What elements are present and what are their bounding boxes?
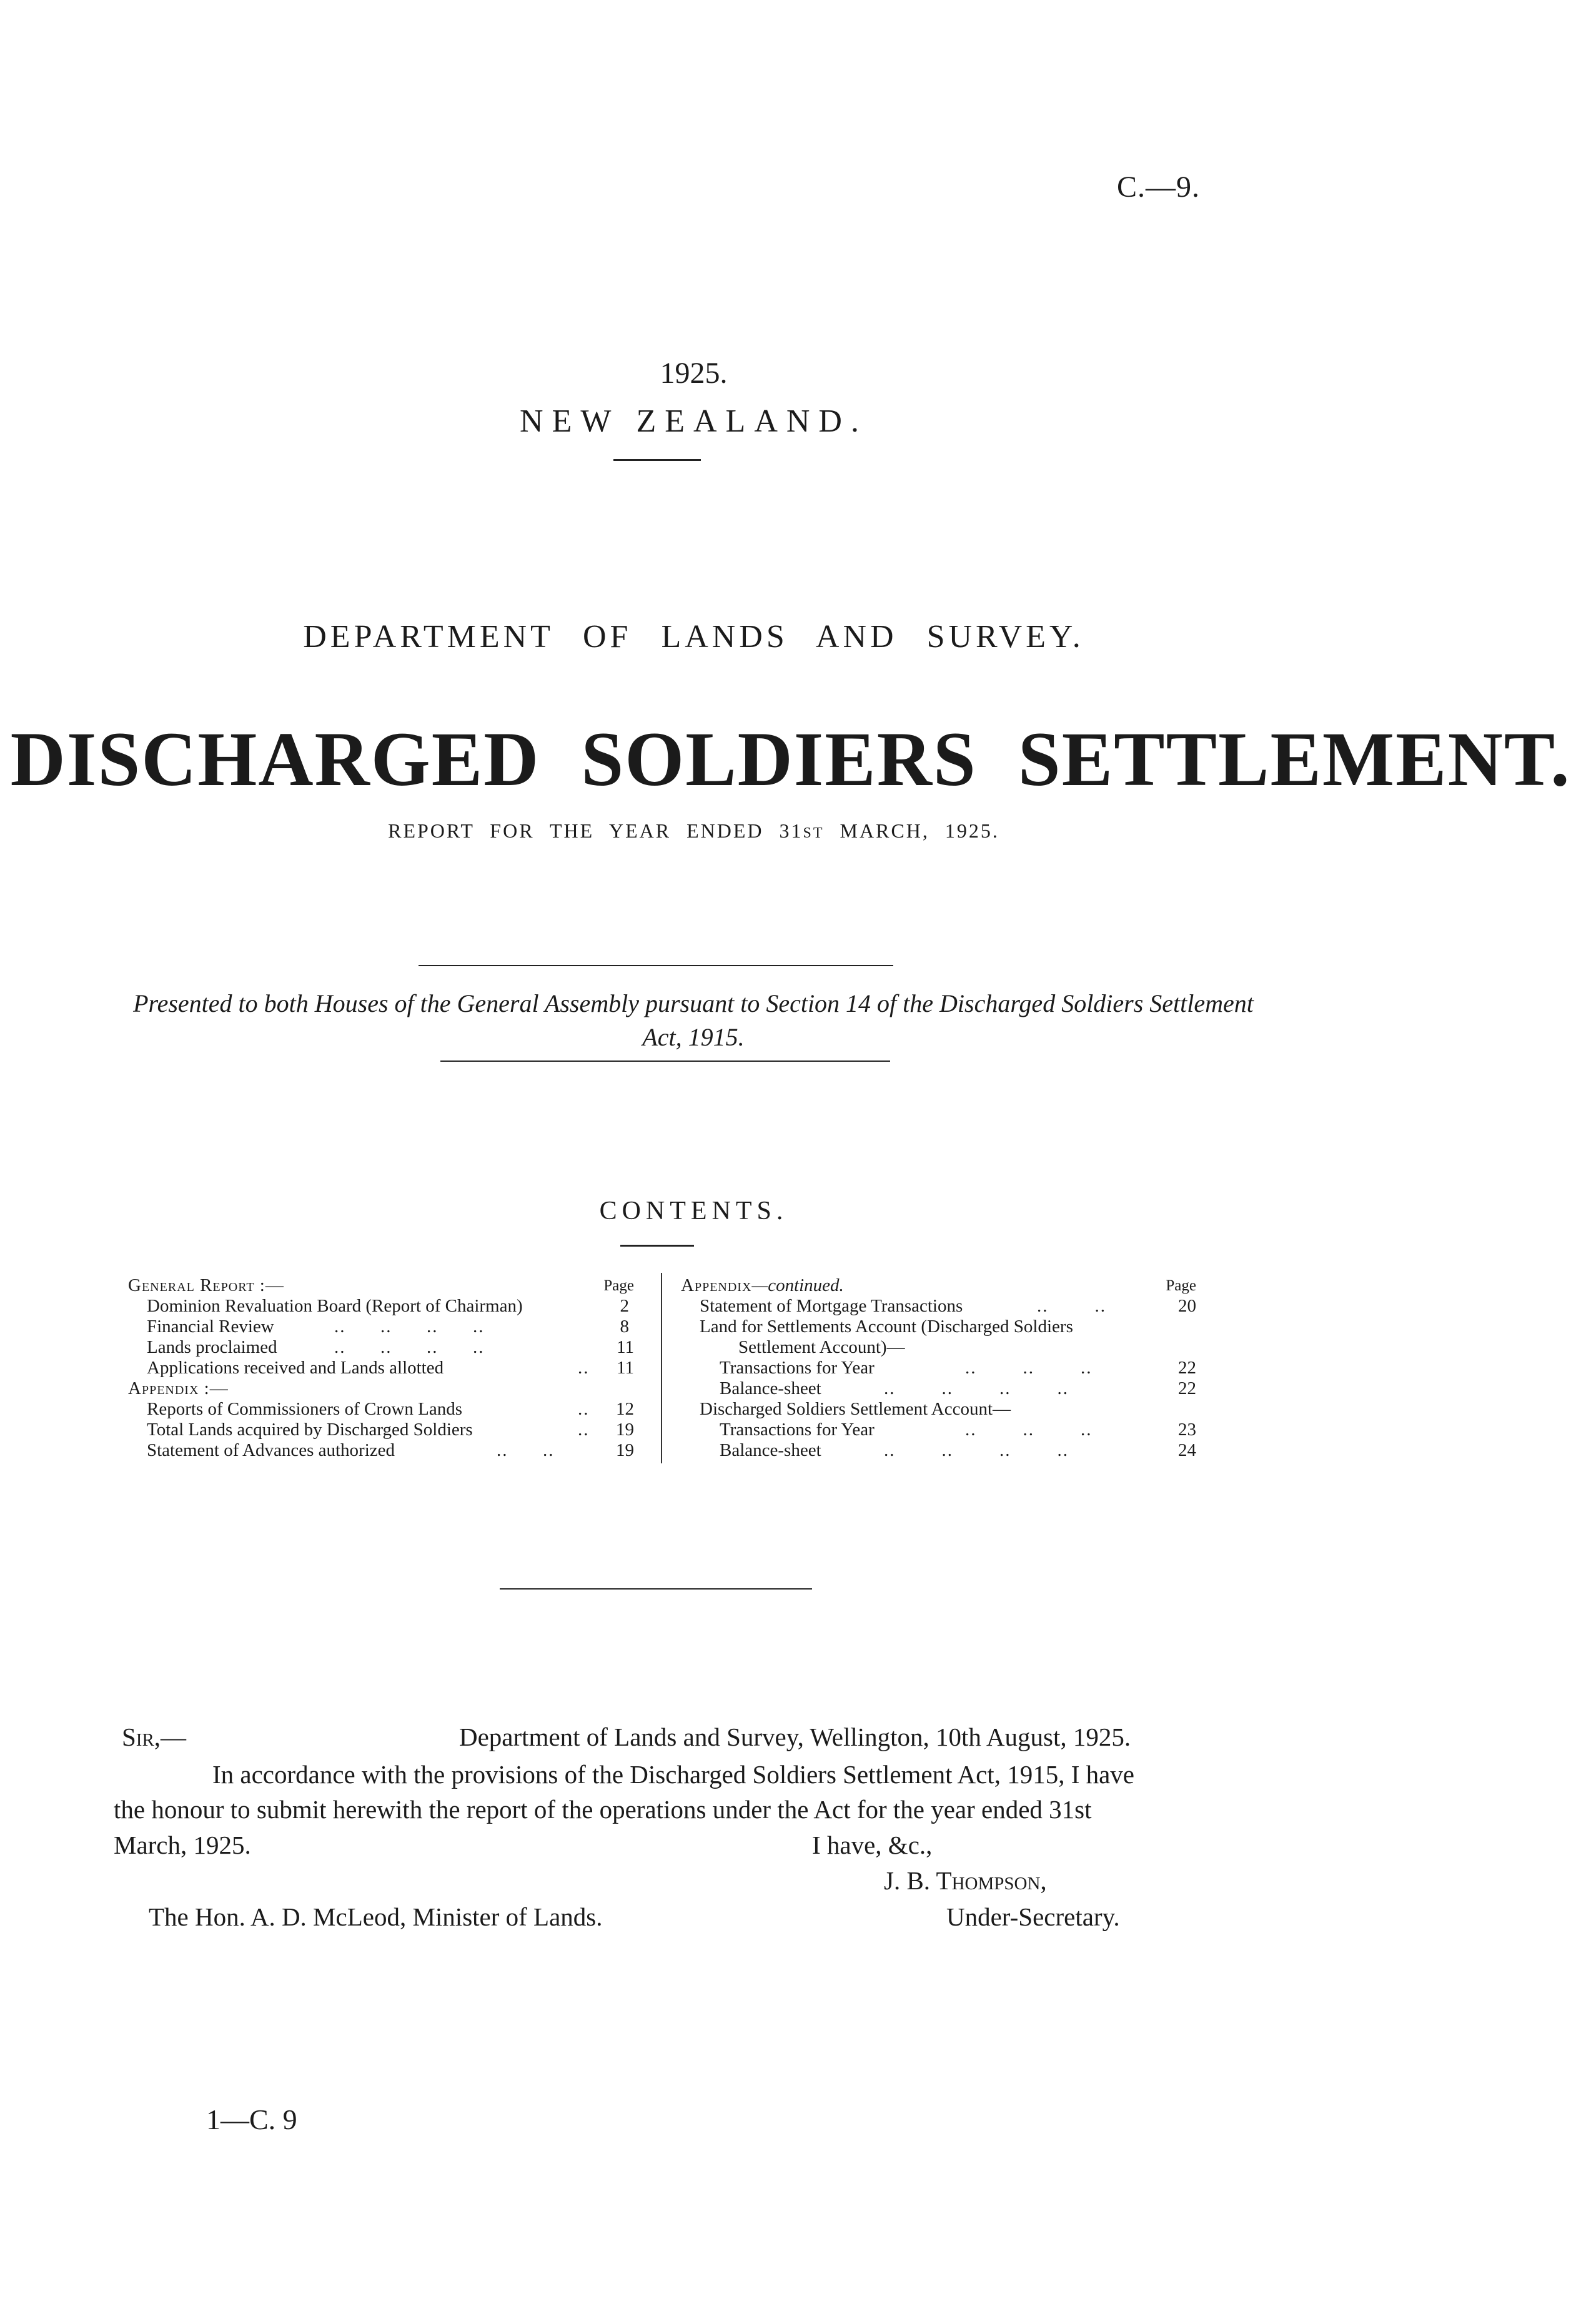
toc-entry-page: 22 (1178, 1378, 1196, 1398)
subtitle-ordinal: ST (803, 825, 825, 841)
letter-salutation: Sir,— (122, 1723, 187, 1751)
dot-leader: .. .. (497, 1440, 555, 1460)
divider-rule (613, 459, 701, 461)
dot-leader: .. .. .. (965, 1358, 1093, 1378)
toc-entry (681, 1317, 1196, 1337)
letter-body-line: the honour to submit herewith the report of the operations under the Act for the year ended 31st (114, 1795, 1092, 1824)
subtitle-main: REPORT FOR THE YEAR ENDED 31 (388, 819, 803, 842)
toc-entry-label: Dominion Revaluation Board (Report of Chairman) (147, 1296, 523, 1316)
divider-rule (419, 965, 893, 966)
contents-left-column (128, 1275, 634, 1461)
page-reference: C.—9. (1116, 171, 1200, 204)
dot-leader: .. (578, 1358, 590, 1378)
contents-right-column (681, 1275, 1196, 1461)
toc-entry (128, 1399, 634, 1420)
toc-entry-label: Balance-sheet (720, 1378, 821, 1398)
toc-continued-label: —continued. (751, 1275, 844, 1295)
toc-page-heading: Page (603, 1277, 634, 1294)
divider-rule (440, 1061, 890, 1062)
toc-section-general-report: General Report :— (128, 1275, 284, 1295)
divider-rule (500, 1588, 812, 1590)
toc-section-appendix: Appendix :— (128, 1378, 229, 1398)
toc-entry-page: 19 (616, 1420, 634, 1440)
contents-heading: CONTENTS. (599, 1197, 788, 1225)
dot-leader: .. .. .. .. (334, 1317, 485, 1337)
toc-page-heading: Page (1166, 1277, 1196, 1294)
subtitle-end: MARCH, 1925. (824, 819, 999, 842)
toc-entry-label: Settlement Account)— (738, 1337, 905, 1357)
letter-body-line: March, 1925. (114, 1831, 251, 1859)
letter-signatory: J. B. Thompson, (884, 1866, 1047, 1895)
toc-entry-label: Reports of Commissioners of Crown Lands (147, 1399, 463, 1419)
dot-leader: .. .. .. .. (334, 1337, 485, 1357)
toc-entry (681, 1296, 1196, 1317)
document-title: DISCHARGED SOLDIERS SETTLEMENT. (10, 716, 1571, 802)
letter-dateline: Department of Lands and Survey, Wellington, 10th August, 1925. (459, 1723, 1131, 1751)
toc-entry (681, 1337, 1196, 1358)
toc-entry-page: 8 (620, 1317, 629, 1337)
toc-entry-label: Transactions for Year (720, 1420, 875, 1440)
toc-entry-page: 11 (617, 1358, 634, 1378)
toc-entry (681, 1440, 1196, 1461)
toc-entry-label: Land for Settlements Account (Discharged Soldiers (700, 1317, 1073, 1337)
toc-entry-label: Transactions for Year (720, 1358, 875, 1378)
toc-entry-page: 19 (616, 1440, 634, 1460)
toc-entry-label: Statement of Advances authorized (147, 1440, 395, 1460)
toc-entry-label: Discharged Soldiers Settlement Account— (700, 1399, 1011, 1419)
document-code: 1—C. 9 (206, 2104, 297, 2135)
dot-leader: .. .. .. (965, 1420, 1093, 1440)
toc-entry (681, 1399, 1196, 1420)
toc-entry-label: Balance-sheet (720, 1440, 821, 1460)
toc-entry (128, 1317, 634, 1337)
letter-body-line: In accordance with the provisions of the Discharged Soldiers Settlement Act, 1915, I have (212, 1760, 1134, 1789)
toc-entry (128, 1337, 634, 1358)
toc-entry-page: 22 (1178, 1358, 1196, 1378)
toc-entry (681, 1420, 1196, 1440)
toc-entry (128, 1440, 634, 1461)
toc-entry-page: 24 (1178, 1440, 1196, 1460)
report-year: 1925. (660, 357, 728, 390)
toc-section-appendix-continued: Appendix (681, 1275, 752, 1295)
department-heading: DEPARTMENT OF LANDS AND SURVEY. (303, 619, 1084, 655)
toc-entry (128, 1358, 634, 1378)
toc-entry-page: 12 (616, 1399, 634, 1419)
dot-leader: .. .. .. .. (884, 1378, 1069, 1398)
toc-entry-page: 11 (617, 1337, 634, 1357)
report-subtitle (0, 819, 1387, 843)
toc-entry-page: 23 (1178, 1420, 1196, 1440)
dot-leader: .. (578, 1399, 590, 1419)
toc-entry-label: Lands proclaimed (147, 1337, 277, 1357)
letter-closing: I have, &c., (812, 1831, 933, 1859)
column-separator (661, 1273, 662, 1463)
toc-entry-label: Statement of Mortgage Transactions (700, 1296, 963, 1316)
toc-entry (128, 1420, 634, 1440)
toc-entry-page: 20 (1178, 1296, 1196, 1316)
dot-leader: .. (578, 1420, 590, 1440)
toc-entry (681, 1358, 1196, 1378)
toc-entry (128, 1296, 634, 1317)
country-heading: NEW ZEALAND. (520, 403, 868, 439)
toc-entry-label: Applications received and Lands allotted (147, 1358, 444, 1378)
dot-leader: .. .. (1037, 1296, 1106, 1316)
presented-note: Presented to both Houses of the General Assembly pursuant to Section 14 of the Discharged Soldiers Settlement Act, 1915. (133, 989, 1254, 1051)
toc-entry-label: Total Lands acquired by Discharged Soldiers (147, 1420, 473, 1440)
letter-signatory-title: Under-Secretary. (946, 1902, 1120, 1931)
letter-addressee: The Hon. A. D. McLeod, Minister of Lands. (149, 1902, 603, 1931)
toc-entry-label: Financial Review (147, 1317, 274, 1337)
divider-rule (620, 1245, 694, 1247)
toc-entry (681, 1378, 1196, 1399)
toc-entry-page: 2 (620, 1296, 629, 1316)
dot-leader: .. .. .. .. (884, 1440, 1069, 1460)
